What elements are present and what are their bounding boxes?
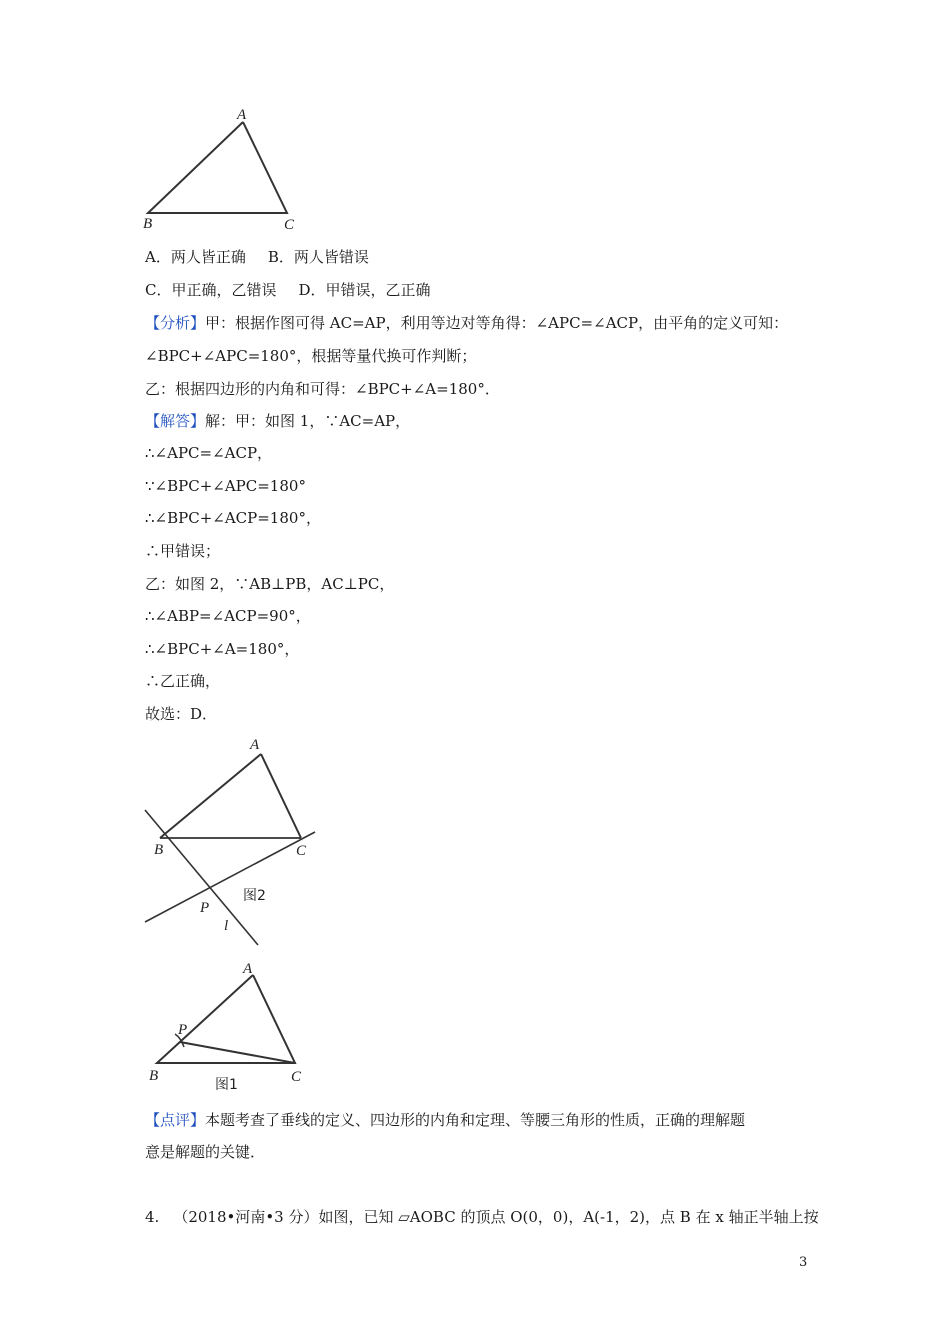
label-a: A bbox=[237, 108, 247, 123]
label-b: B bbox=[143, 216, 153, 232]
figure-2-caption: 图2 bbox=[243, 888, 266, 904]
label-c: C bbox=[296, 843, 307, 859]
solution-step: ∴∠ABP=∠ACP=90°， bbox=[145, 607, 311, 625]
options-row-1 bbox=[145, 247, 369, 267]
triangle-side-ac bbox=[261, 754, 301, 838]
question-text: （2018•河南•3 分）如图，已知 ▱AOBC 的顶点 O(0，0)，A(-1，2)，点 B 在 x 轴正半轴上按 bbox=[173, 1208, 819, 1226]
figure-1-caption: 图1 bbox=[215, 1077, 238, 1093]
label-b: B bbox=[154, 842, 164, 858]
solution-conclusion: 故选：D． bbox=[145, 705, 218, 723]
solution-step: 乙：如图 2，∵AB⊥PB，AC⊥PC， bbox=[145, 575, 395, 593]
option-b: B．两人皆错误 bbox=[267, 248, 369, 266]
analysis-tag: 【分析】 bbox=[145, 314, 206, 332]
option-a: A．两人皆正确 bbox=[145, 248, 246, 266]
triangle-side-ab bbox=[160, 754, 261, 838]
question-4 bbox=[145, 1207, 819, 1227]
triangle-abc-outline bbox=[148, 122, 287, 213]
figure-1 bbox=[140, 958, 320, 1098]
solution-step: ∴∠BPC+∠A=180°， bbox=[145, 640, 300, 658]
comment-tag: 【点评】 bbox=[145, 1111, 206, 1129]
option-c: C．甲正确，乙错误 bbox=[145, 281, 277, 299]
label-p: P bbox=[200, 900, 210, 916]
option-d: D．甲错误，乙正确 bbox=[298, 281, 431, 299]
analysis-text-1: 甲：根据作图可得 AC=AP，利用等边对等角得：∠APC=∠ACP，由平角的定义可知： bbox=[205, 314, 789, 332]
analysis-line-3: 乙：根据四边形的内角和可得：∠BPC+∠A=180°． bbox=[145, 380, 500, 398]
solution-step: ∴甲错误； bbox=[145, 542, 221, 560]
solution-line-1 bbox=[145, 411, 410, 431]
triangle-figure-top bbox=[140, 108, 310, 236]
solution-text-1: 解：甲：如图 1，∵AC=AP， bbox=[205, 412, 411, 430]
label-a: A bbox=[243, 961, 253, 977]
label-c: C bbox=[284, 217, 295, 233]
label-b: B bbox=[149, 1068, 159, 1084]
solution-step: ∵∠BPC+∠APC=180° bbox=[145, 477, 306, 495]
comment-line-1 bbox=[145, 1110, 745, 1130]
line-l bbox=[145, 810, 258, 945]
figure-2 bbox=[140, 732, 340, 952]
label-p: P bbox=[178, 1022, 188, 1038]
analysis-line-2: ∠BPC+∠APC=180°，根据等量代换可作判断； bbox=[145, 347, 477, 365]
solution-step: ∴乙正确， bbox=[145, 672, 221, 690]
solution-step: ∴∠APC=∠ACP， bbox=[145, 444, 273, 462]
label-a: A bbox=[250, 737, 260, 753]
label-l: l bbox=[224, 918, 229, 934]
comment-line-2: 意是解题的关键． bbox=[145, 1143, 266, 1161]
page-number: 3 bbox=[799, 1255, 808, 1270]
analysis-line-1 bbox=[145, 313, 788, 333]
line-through-c bbox=[145, 832, 315, 922]
comment-text-1: 本题考查了垂线的定义、四边形的内角和定理、等腰三角形的性质，正确的理解题 bbox=[205, 1111, 746, 1129]
solution-tag: 【解答】 bbox=[145, 412, 206, 430]
label-c: C bbox=[291, 1069, 302, 1085]
question-number: 4. bbox=[145, 1208, 160, 1226]
solution-step: ∴∠BPC+∠ACP=180°， bbox=[145, 509, 321, 527]
segment-pc bbox=[180, 1042, 295, 1063]
options-row-2 bbox=[145, 280, 431, 300]
